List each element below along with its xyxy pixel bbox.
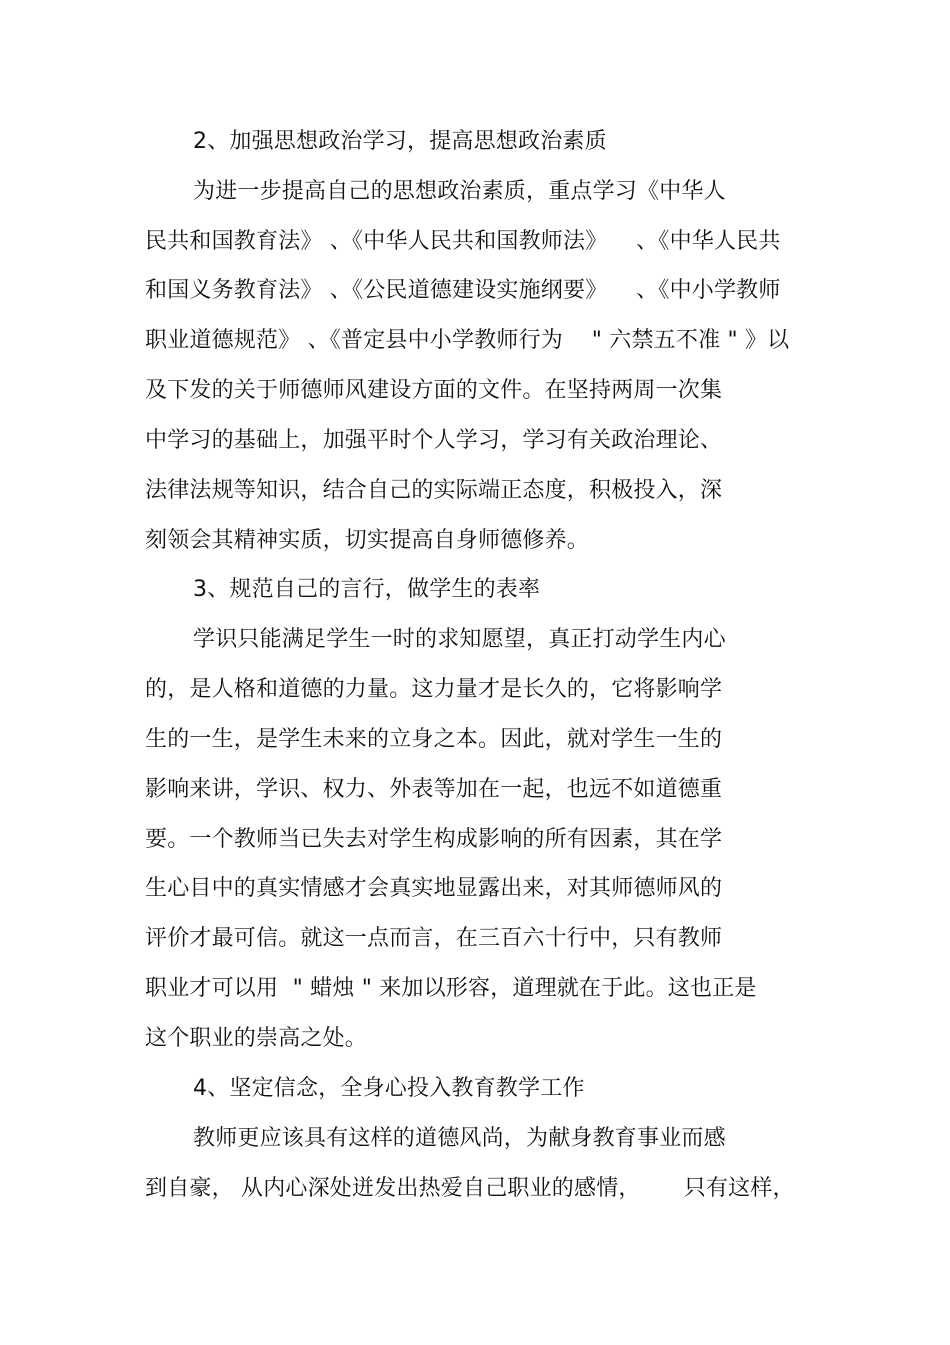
paragraph-line: 影响来讲，学识、权力、外表等加在一起，也远不如道德重 [145, 777, 723, 802]
paragraph-line: 民共和国教育法》 、《中华人民共和国教师法》 、《中华人民共 [145, 229, 781, 254]
paragraph-line: 学识只能满足学生一时的求知愿望，真正打动学生内心 [193, 627, 726, 652]
paragraph-line: 生心目中的真实情感才会真实地显露出来，对其师德师风的 [145, 876, 723, 901]
paragraph-line: 的，是人格和道德的力量。这力量才是长久的，它将影响学 [145, 677, 723, 702]
heading-section-2: 2、加强思想政治学习，提高思想政治素质 [193, 129, 607, 154]
paragraph-line: 为进一步提高自己的思想政治素质，重点学习《中华人 [193, 179, 726, 204]
paragraph-line: 评价才最可信。就这一点而言，在三百六十行中，只有教师 [145, 926, 723, 951]
paragraph-line: 到自豪， 从内心深处迸发出热爱自己职业的感情， 只有这样， [145, 1176, 795, 1201]
paragraph-line: 职业才可以用 " 蜡烛 " 来加以形容，道理就在于此。这也正是 [145, 976, 757, 1001]
heading-section-4: 4、坚定信念，全身心投入教育教学工作 [193, 1076, 585, 1101]
paragraph-line: 及下发的关于师德师风建设方面的文件。在坚持两周一次集 [145, 378, 723, 403]
paragraph-line: 中学习的基础上，加强平时个人学习，学习有关政治理论、 [145, 428, 723, 453]
paragraph-line: 这个职业的崇高之处。 [145, 1026, 368, 1051]
paragraph-line: 生的一生，是学生未来的立身之本。因此，就对学生一生的 [145, 727, 723, 752]
heading-section-3: 3、规范自己的言行，做学生的表率 [193, 577, 541, 602]
paragraph-line: 刻领会其精神实质，切实提高自身师德修养。 [145, 528, 590, 553]
paragraph-line: 职业道德规范》 、《普定县中小学教师行为 " 六禁五不准 " 》以 [145, 328, 790, 353]
paragraph-line: 教师更应该具有这样的道德风尚，为献身教育事业而感 [193, 1126, 726, 1151]
paragraph-line: 法律法规等知识，结合自己的实际端正态度，积极投入，深 [145, 478, 723, 503]
paragraph-line: 和国义务教育法》 、《公民道德建设实施纲要》 、《中小学教师 [145, 278, 781, 303]
paragraph-line: 要。一个教师当已失去对学生构成影响的所有因素，其在学 [145, 827, 723, 852]
